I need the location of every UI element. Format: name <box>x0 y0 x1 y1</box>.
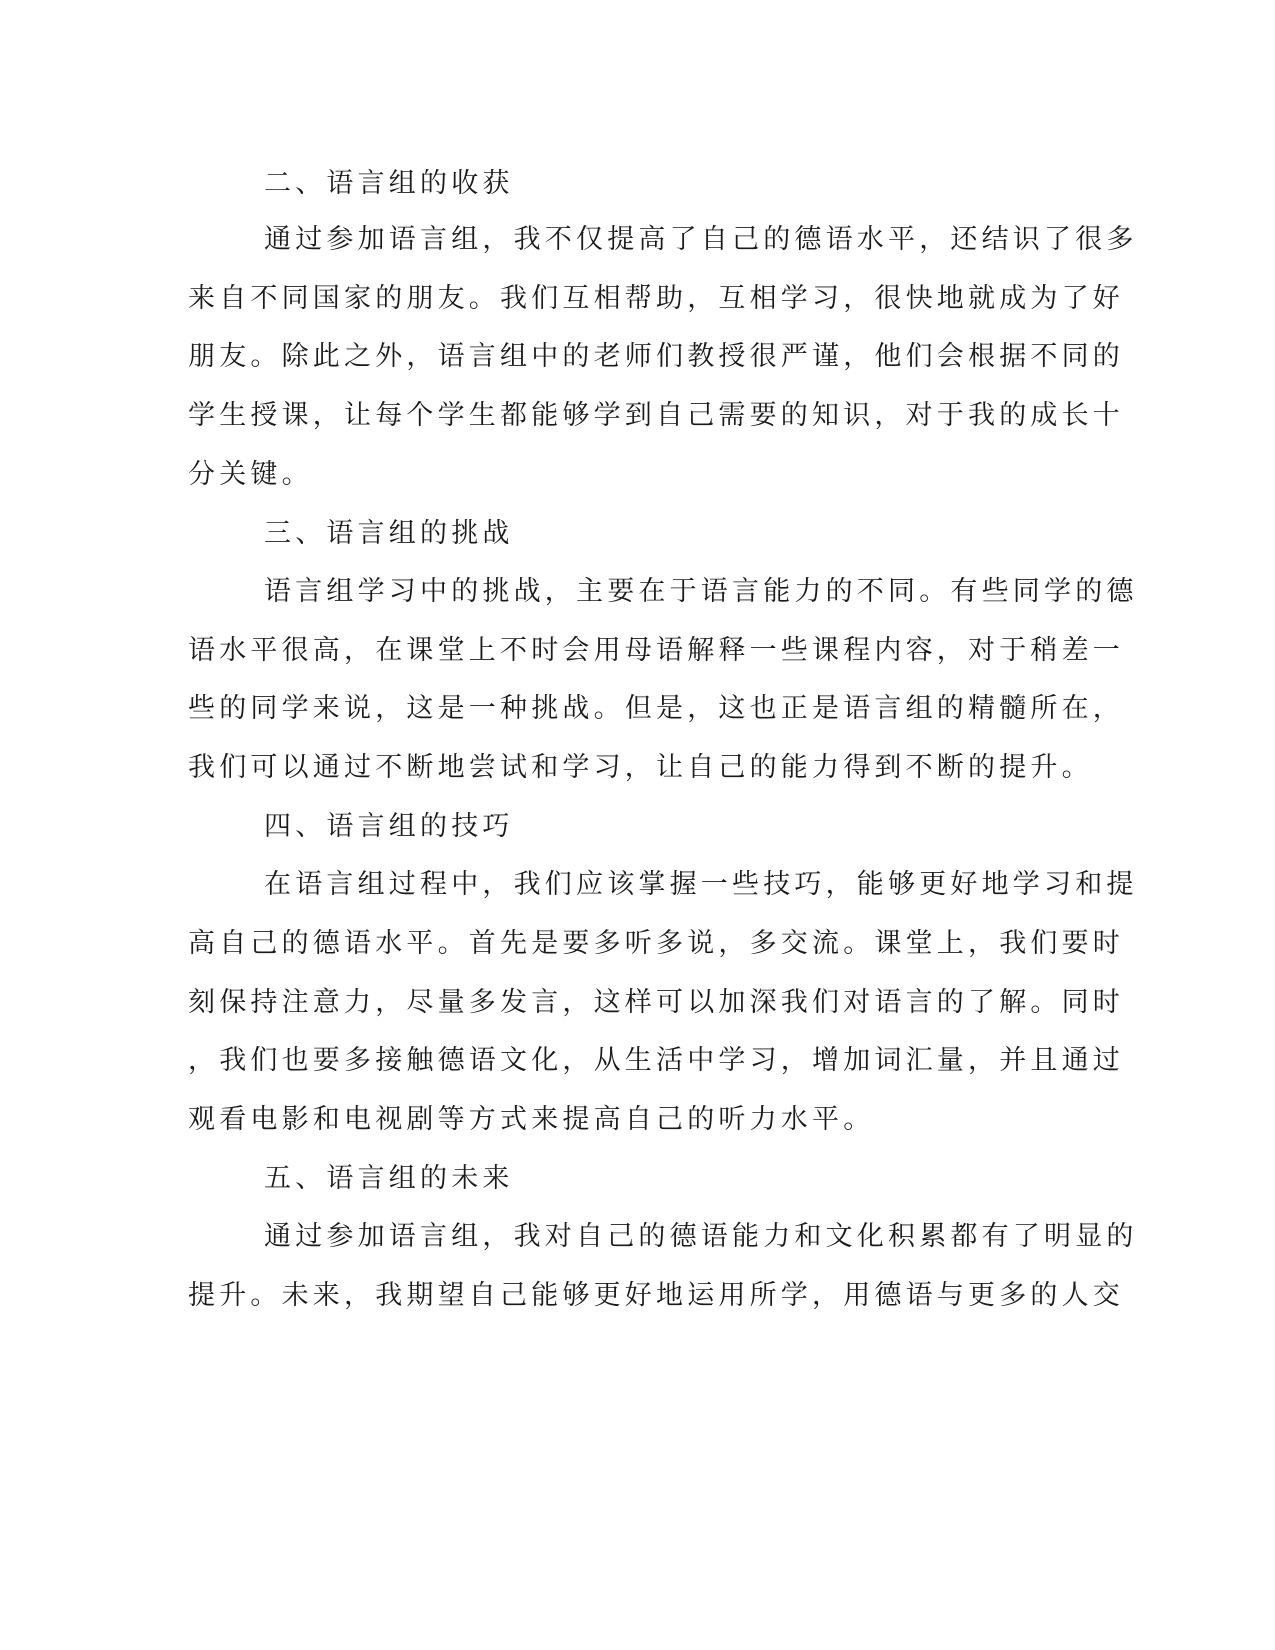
paragraph-line: 我们可以通过不断地尝试和学习，让自己的能力得到不断的提升。 <box>188 752 1093 783</box>
paragraph-line: 些的同学来说，这是一种挑战。但是，这也正是语言组的精髓所在， <box>188 693 1124 724</box>
paragraph-line: 语言组学习中的挑战，主要在于语言能力的不同。有些同学的德 <box>264 576 1138 607</box>
paragraph-line: 观看电影和电视剧等方式来提高自己的听力水平。 <box>188 1104 875 1135</box>
paragraph-line: 提升。未来，我期望自己能够更好地运用所学，用德语与更多的人交 <box>188 1280 1124 1311</box>
section-heading-skills: 四、语言组的技巧 <box>264 811 514 842</box>
section-heading-harvest: 二、语言组的收获 <box>264 168 514 199</box>
paragraph-line: ，我们也要多接触德语文化，从生活中学习，增加词汇量，并且通过 <box>188 1045 1124 1076</box>
paragraph-line: 高自己的德语水平。首先是要多听多说，多交流。课堂上，我们要时 <box>188 928 1124 959</box>
paragraph-line: 朋友。除此之外，语言组中的老师们教授很严谨，他们会根据不同的 <box>188 341 1124 372</box>
paragraph-line: 来自不同国家的朋友。我们互相帮助，互相学习，很快地就成为了好 <box>188 283 1124 314</box>
paragraph-line: 学生授课，让每个学生都能够学到自己需要的知识，对于我的成长十 <box>188 400 1124 431</box>
paragraph-line: 在语言组过程中，我们应该掌握一些技巧，能够更好地学习和提 <box>264 869 1138 900</box>
section-heading-challenge: 三、语言组的挑战 <box>264 518 514 549</box>
paragraph-line: 分关键。 <box>188 459 313 490</box>
paragraph-line: 通过参加语言组，我不仅提高了自己的德语水平，还结识了很多 <box>264 224 1138 255</box>
paragraph-line: 刻保持注意力，尽量多发言，这样可以加深我们对语言的了解。同时 <box>188 987 1124 1018</box>
paragraph-line: 语水平很高，在课堂上不时会用母语解释一些课程内容，对于稍差一 <box>188 635 1124 666</box>
paragraph-line: 通过参加语言组，我对自己的德语能力和文化积累都有了明显的 <box>264 1221 1138 1252</box>
section-heading-future: 五、语言组的未来 <box>264 1163 514 1194</box>
